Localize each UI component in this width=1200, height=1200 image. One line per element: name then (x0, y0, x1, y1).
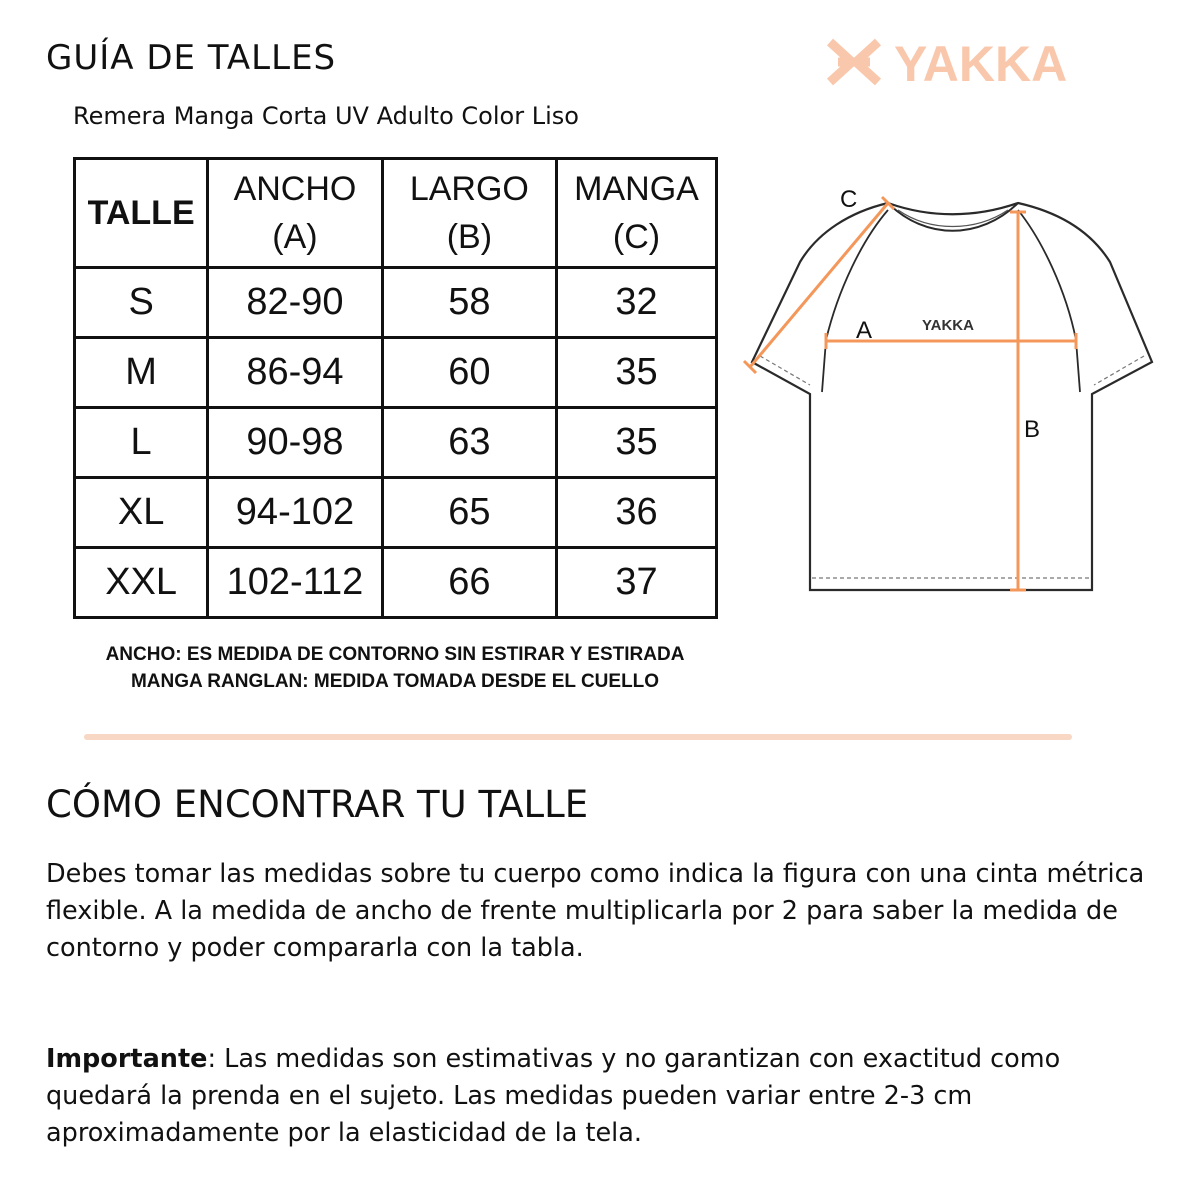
tshirt-outline (752, 203, 1152, 590)
cell-talle: M (75, 338, 208, 408)
page-title: GUÍA DE TALLES (46, 38, 337, 78)
brand-logo-text: YAKKA (894, 36, 1068, 88)
important-label: Importante (46, 1044, 208, 1074)
cell-manga: 36 (557, 478, 717, 548)
cell-largo: 60 (382, 338, 556, 408)
tshirt-chest-logo: YAKKA (922, 317, 974, 334)
important-note (46, 1041, 1156, 1152)
header-manga-label: MANGA (574, 170, 699, 208)
header-talle (75, 159, 208, 268)
table-row (75, 548, 717, 618)
cell-ancho: 102-112 (208, 548, 382, 618)
cell-ancho: 82-90 (208, 268, 382, 338)
cell-largo: 63 (382, 408, 556, 478)
tshirt-diagram (740, 180, 1160, 600)
cell-manga: 35 (557, 408, 717, 478)
cell-ancho: 94-102 (208, 478, 382, 548)
table-row (75, 268, 717, 338)
cell-talle: XL (75, 478, 208, 548)
header-manga-code: (C) (612, 218, 661, 256)
cell-largo: 66 (382, 548, 556, 618)
important-text: : Las medidas son estimativas y no garantizan con exactitud como quedará la prenda en el sujeto. Las medidas pueden variar entre 2-3 cm aproximadamente por la elasticidad de la tela. (46, 1044, 1061, 1148)
cell-ancho: 90-98 (208, 408, 382, 478)
cell-ancho: 86-94 (208, 338, 382, 408)
header-manga (557, 159, 717, 268)
how-to-title: CÓMO ENCONTRAR TU TALLE (46, 783, 589, 826)
table-row (75, 408, 717, 478)
cell-talle: XXL (75, 548, 208, 618)
how-to-body: Debes tomar las medidas sobre tu cuerpo como indica la figura con una cinta métrica flexible. A la medida de ancho de frente multiplicarla por 2 para saber la medida de contorno y poder compararla con la tabla. (46, 859, 1145, 963)
table-row (75, 478, 717, 548)
note-ancho: ANCHO: ES MEDIDA DE CONTORNO SIN ESTIRAR Y ESTIRADA (105, 644, 685, 665)
table-notes (60, 641, 730, 695)
product-subtitle: Remera Manga Corta UV Adulto Color Liso (73, 102, 579, 130)
table-row (75, 338, 717, 408)
header-largo (382, 159, 556, 268)
note-manga: MANGA RANGLAN: MEDIDA TOMADA DESDE EL CUELLO (130, 671, 660, 692)
brand-logo (826, 36, 1126, 88)
cell-largo: 65 (382, 478, 556, 548)
header-largo-label: LARGO (409, 170, 529, 208)
header-ancho-code: (A) (272, 218, 318, 256)
cell-talle: S (75, 268, 208, 338)
cell-manga: 32 (557, 268, 717, 338)
size-table (73, 157, 718, 619)
measure-a-label: A (856, 317, 873, 344)
cell-manga: 37 (557, 548, 717, 618)
measure-c-label: C (840, 186, 858, 213)
header-talle-label: TALLE (87, 194, 195, 232)
cell-talle: L (75, 408, 208, 478)
cell-largo: 58 (382, 268, 556, 338)
header-ancho-label: ANCHO (233, 170, 357, 208)
cell-manga: 35 (557, 338, 717, 408)
measure-b-label: B (1024, 416, 1041, 443)
table-header-row (75, 159, 717, 268)
header-ancho (208, 159, 382, 268)
header-largo-code: (B) (446, 218, 493, 256)
section-divider (84, 734, 1072, 740)
